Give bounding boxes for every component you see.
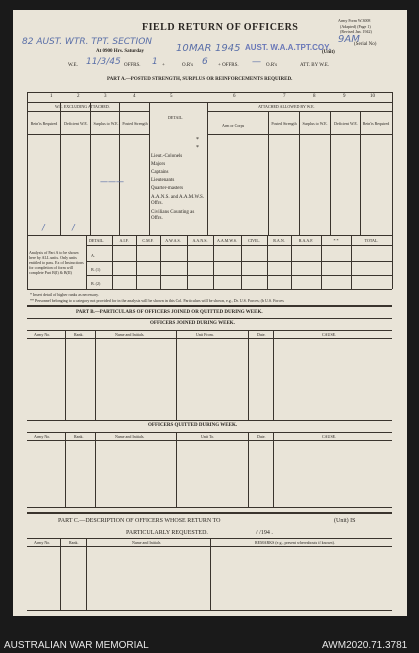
analysis-col-aamws: A.A.M.W.S.: [217, 238, 237, 243]
handwritten-dash: —: [252, 57, 261, 67]
header-att-reints: Rein'ts Required: [362, 121, 390, 126]
quitted-col-rank: Rank.: [74, 434, 84, 439]
col-number-7: 7: [283, 94, 286, 99]
rank-lt-col: Lieut.-Colonels: [151, 154, 183, 159]
asterisk-1: *: [196, 137, 199, 143]
rank-lieutenants: Lieutenants: [151, 178, 175, 183]
footnote-2: ** Personnel belonging to a category not provided for in the analysis will be shown in this Col. Particulars will be shown, e.g., Dr. U.S. Forces; (b U.S. Forces: [30, 298, 284, 303]
analysis-detail: DETAIL.: [89, 238, 105, 243]
serial-no-label: (Serial No): [354, 42, 377, 47]
header-reints: Rein'ts Required: [30, 121, 58, 126]
attached-header: ATTACHED ALLOWED BY W.E.: [258, 104, 315, 109]
handwritten-offrs: 1: [152, 57, 158, 67]
handwritten-ors: 6: [202, 57, 208, 67]
part-a-title: PART A.—POSTED STRENGTH, SURPLUS OR REINFORCEMENTS REQUIRED.: [107, 77, 293, 82]
form-ref-line1: Army Form W.3008: [338, 18, 371, 23]
hw-col3-entry: ———: [100, 177, 124, 186]
handwritten-date-month: MAR: [189, 43, 212, 54]
quitted-col-army-no: Army No.: [34, 434, 51, 439]
analysis-col-aif: A.I.F.: [119, 238, 129, 243]
part-c-line2: PARTICULARLY REQUESTED.: [126, 530, 208, 536]
rank-quartermasters: Quarter-masters: [151, 186, 184, 191]
handwritten-time: 9AM: [338, 34, 360, 45]
col-number-4: 4: [133, 94, 136, 99]
joined-col-unit-from: Unit From.: [196, 332, 214, 337]
rank-captains: Captains: [151, 170, 169, 175]
analysis-col-ran: R.A.N.: [273, 238, 285, 243]
joined-col-rank: Rank.: [74, 332, 84, 337]
header-att-deficient: Deficient W.E.: [334, 121, 358, 126]
joined-title: OFFICERS JOINED DURING WEEK.: [150, 321, 235, 326]
col-number-6: 6: [233, 94, 236, 99]
header-arm-corps: Arm or Corps: [222, 123, 245, 128]
footer-left: AUSTRALIAN WAR MEMORIAL: [4, 640, 149, 651]
quitted-col-unit-to: Unit To.: [201, 434, 215, 439]
header-surplus: Surplus to W.E.: [93, 121, 119, 126]
quitted-col-cause: CAUSE.: [322, 434, 337, 439]
form-ref-line2: (Adapted) (Page 1): [340, 24, 371, 29]
header-posted: Posted Strength: [122, 121, 148, 126]
part-c-col-remarks: REMARKS (e.g., present whereabouts if known).: [255, 540, 335, 545]
joined-col-date: Date.: [257, 332, 266, 337]
part-c-date: / /194 .: [256, 530, 273, 536]
analysis-row-a: A.: [91, 253, 95, 258]
ors2-label: O.R's: [266, 63, 278, 68]
joined-col-cause: CAUSE.: [322, 332, 337, 337]
handwritten-unit: 82 AUST. WTR. TPT. SECTION: [22, 37, 153, 47]
we-label: W.E.: [68, 63, 78, 68]
col-number-1: 1: [50, 94, 53, 99]
header-att-surplus: Surplus to W.E.: [302, 121, 328, 126]
joined-col-name: Name and Initials.: [115, 332, 145, 337]
header-deficient: Deficient W.E.: [64, 121, 88, 126]
we-excl-header: W.E. EXCLUDING ATTACHED.: [55, 104, 110, 109]
unit-stamp: AUST. W.A.A.TPT.COY.: [245, 43, 331, 52]
analysis-col-cmf: C.M.F.: [142, 238, 154, 243]
rank-civilians: Civilians Counting as Offrs.: [151, 210, 195, 221]
quitted-title: OFFICERS QUITTED DURING WEEK.: [148, 423, 238, 428]
handwritten-we-value: 11/3/45: [86, 57, 121, 67]
joined-col-army-no: Army No.: [34, 332, 51, 337]
analysis-col-other: * *: [333, 238, 339, 243]
analysis-col-civil: CIVIL.: [248, 238, 260, 243]
analysis-col-total: TOTAL.: [364, 238, 379, 243]
asterisk-2: *: [196, 145, 199, 151]
rank-aans: A.A.N.S. and A.A.M.W.S. Offrs.: [151, 195, 205, 206]
analysis-row-b1: B. (1): [91, 267, 101, 272]
form-title: FIELD RETURN OF OFFICERS: [142, 22, 299, 33]
analysis-col-aans: A.A.N.S.: [192, 238, 208, 243]
at-line-prefix: At 0900 Hrs. Saturday: [96, 49, 145, 54]
plus-label: +: [162, 63, 165, 68]
handwritten-date-day: 10: [176, 43, 189, 54]
col-number-3: 3: [104, 94, 107, 99]
col-number-10: 10: [370, 94, 375, 99]
handwritten-date-year: 1945: [215, 43, 241, 54]
part-c-line1-suffix: (Unit) IS: [334, 518, 356, 524]
part-c-col-rank: Rank.: [69, 540, 79, 545]
ors-label: O.R's: [182, 63, 194, 68]
plus-offrs-label: + OFFRS.: [218, 63, 239, 68]
footer-right: AWM2020.71.3781: [322, 640, 408, 651]
analysis-col-raaf: R.A.A.F.: [298, 238, 314, 243]
hw-col2-entry: /: [72, 223, 75, 232]
part-c-line1: PART C.—DESCRIPTION OF OFFICERS WHOSE RETURN TO: [58, 518, 221, 524]
rank-majors: Majors: [151, 162, 166, 167]
col-number-5: 5: [170, 94, 173, 99]
analysis-col-awas: A.W.A.S.: [165, 238, 181, 243]
part-b-title: PART B.—PARTICULARS OF OFFICERS JOINED OR QUITTED DURING WEEK.: [76, 310, 263, 315]
header-detail: DETAIL.: [168, 115, 184, 120]
att-label: ATT. BY W.E.: [300, 63, 330, 68]
offrs-label: OFFRS.: [124, 63, 141, 68]
col-number-9: 9: [343, 94, 346, 99]
header-att-posted: Posted Strength: [271, 121, 297, 126]
quitted-col-date: Date.: [257, 434, 266, 439]
at-line-suffix: (Unit): [322, 50, 335, 55]
col-number-2: 2: [77, 94, 80, 99]
form-ref-line3: (Revised Jan. 1942): [340, 29, 372, 34]
hw-col1-entry: /: [42, 223, 45, 232]
analysis-row-b2: B. (2): [91, 281, 101, 286]
footnote-1: * Insert detail of higher ranks as necessary.: [30, 292, 99, 297]
part-c-col-army-no: Army No.: [34, 540, 51, 545]
analysis-label: Analysis of Part A to be shown here by ALL units. Only units entitled to pass. Ex of Instructions for completion of form will complete Part B(I) & B(II): [29, 250, 84, 275]
part-c-col-name: Name and Initials: [132, 540, 161, 545]
quitted-col-name: Name and Initials.: [115, 434, 145, 439]
col-number-8: 8: [313, 94, 316, 99]
